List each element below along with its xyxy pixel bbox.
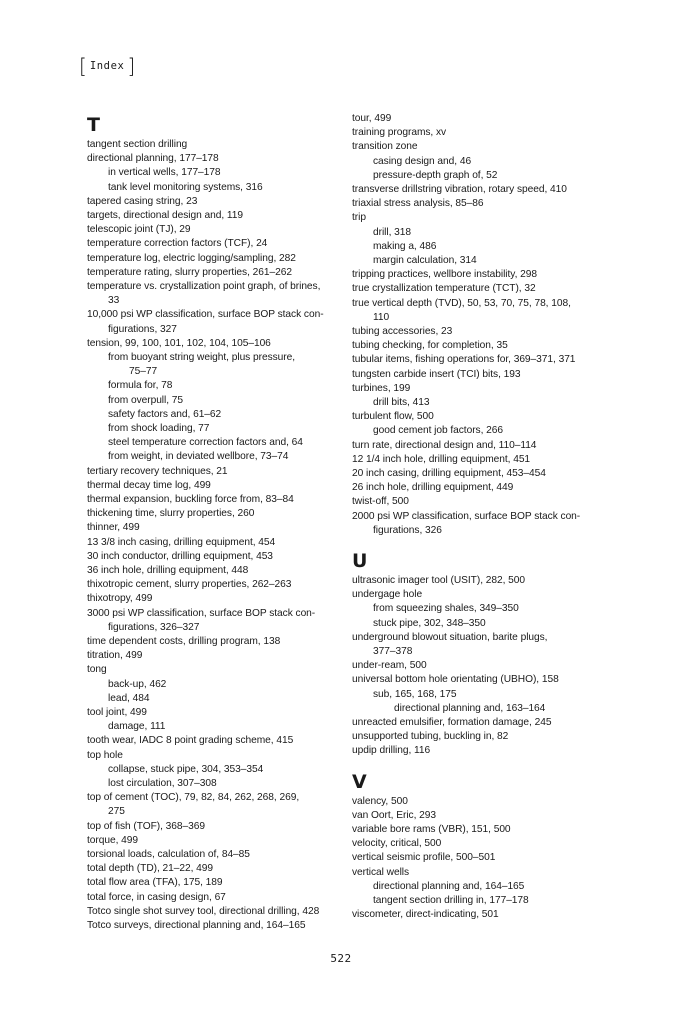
index-subentry: lead, 484 [108, 692, 150, 704]
index-entry: 3000 psi WP classification, surface BOP stack con- [87, 607, 316, 619]
index-subentry: directional planning and, 163–164 [394, 702, 546, 714]
index-subentry: 110 [373, 311, 390, 323]
index-entry: underground blowout situation, barite plugs, [352, 631, 548, 643]
index-entry: variable bore rams (VBR), 151, 500 [352, 824, 511, 835]
index-entry: tertiary recovery techniques, 21 [87, 465, 228, 477]
index-subentry: 75–77 [129, 366, 158, 378]
index-entry: total force, in casing design, 67 [87, 891, 226, 903]
index-entry: transverse drillstring vibration, rotary speed, 410 [352, 184, 567, 195]
index-subentry: steel temperature correction factors and, 64 [108, 437, 303, 449]
index-entry: unreacted emulsifier, formation damage, 245 [352, 717, 552, 728]
index-entry: temperature rating, slurry properties, 261–262 [87, 266, 292, 278]
index-entry: tripping practices, wellbore instability, 298 [352, 269, 537, 281]
index-entry: training programs, xv [352, 127, 447, 139]
page-number: 522 [330, 952, 352, 965]
index-subentry: drill, 318 [373, 226, 412, 238]
index-subentry: pressure-depth graph of, 52 [373, 169, 498, 181]
header-close-bracket: ] [127, 54, 136, 78]
index-subentry: safety factors and, 61–62 [108, 408, 222, 420]
index-entry: thermal decay time log, 499 [87, 479, 211, 491]
index-entry: thixotropic cement, slurry properties, 262–263 [87, 579, 292, 591]
index-entry: universal bottom hole orientating (UBHO), 158 [352, 674, 559, 686]
header-open-bracket: [ [79, 54, 87, 78]
index-entry: 10,000 psi WP classification, surface BOP stack con- [87, 309, 324, 321]
index-entry: updip drilling, 116 [352, 745, 431, 757]
index-entry: telescopic joint (TJ), 29 [87, 224, 191, 236]
index-entry: directional planning, 177–178 [87, 153, 219, 165]
index-entry: triaxial stress analysis, 85–86 [352, 198, 484, 210]
index-entry: tool joint, 499 [87, 707, 147, 718]
index-subentry: making a, 486 [373, 240, 437, 252]
index-entry: tooth wear, IADC 8 point grading scheme, 415 [87, 735, 294, 747]
index-entry: tangent section drilling [87, 139, 188, 150]
index-subentry: drill bits, 413 [373, 397, 430, 408]
index-entry: 26 inch hole, drilling equipment, 449 [352, 482, 514, 494]
index-entry: transition zone [352, 141, 418, 153]
index-entry: undergage hole [352, 589, 423, 601]
index-subentry: figurations, 326–327 [108, 621, 200, 633]
index-entry: tour, 499 [352, 113, 392, 124]
index-entry: thixotropy, 499 [87, 593, 153, 605]
index-subentry: in vertical wells, 177–178 [108, 167, 221, 179]
index-entry: true crystallization temperature (TCT), 32 [352, 283, 536, 295]
index-entry: turbines, 199 [352, 382, 411, 394]
index-subentry: figurations, 327 [108, 323, 177, 335]
index-entry: tubing checking, for completion, 35 [352, 340, 508, 352]
index-subentry: figurations, 326 [373, 524, 442, 536]
index-entry: top of fish (TOF), 368–369 [87, 820, 205, 832]
index-subentry: damage, 111 [108, 721, 166, 733]
index-subentry: sub, 165, 168, 175 [373, 688, 457, 700]
index-entry: twist-off, 500 [352, 496, 409, 508]
index-entry: tong [87, 664, 107, 676]
index-entry: torsional loads, calculation of, 84–85 [87, 849, 250, 860]
index-subentry: 377–378 [373, 646, 413, 657]
index-entry: under-ream, 500 [352, 660, 427, 672]
section-letter-u: U [352, 550, 368, 572]
index-entry: 36 inch hole, drilling equipment, 448 [87, 565, 249, 576]
section-letter-v: V [352, 770, 367, 793]
index-subentry: 275 [108, 806, 125, 818]
index-entry: torque, 499 [87, 834, 138, 846]
index-subentry: 33 [108, 295, 120, 307]
index-entry: top of cement (TOC), 79, 82, 84, 262, 268, 269, [87, 792, 300, 804]
index-subentry: from overpull, 75 [108, 394, 184, 406]
index-entry: vertical wells [352, 866, 410, 878]
running-header [79, 54, 135, 78]
index-entry: Totco single shot survey tool, directional drilling, 428 [87, 905, 320, 917]
section-letter-t: T [87, 114, 100, 136]
index-subentry: stuck pipe, 302, 348–350 [373, 617, 486, 629]
index-entry: tapered casing string, 23 [87, 195, 198, 207]
index-subentry: collapse, stuck pipe, 304, 353–354 [108, 763, 264, 775]
index-entry: time dependent costs, drilling program, 138 [87, 636, 281, 647]
index-entry: unsupported tubing, buckling in, 82 [352, 731, 509, 743]
index-entry: 12 1/4 inch hole, drilling equipment, 451 [352, 453, 531, 465]
index-entry: thermal expansion, buckling force from, 83–84 [87, 494, 294, 505]
index-entry: trip [352, 212, 366, 224]
index-entry: total flow area (TFA), 175, 189 [87, 877, 223, 889]
index-entry: temperature log, electric logging/sampling, 282 [87, 252, 296, 264]
index-entry: tubing accessories, 23 [352, 326, 453, 337]
index-entry: tungsten carbide insert (TCI) bits, 193 [352, 368, 521, 380]
index-subentry: formula for, 78 [108, 380, 173, 392]
index-subentry: good cement job factors, 266 [373, 425, 503, 437]
index-subentry: margin calculation, 314 [373, 255, 477, 266]
index-subentry: from weight, in deviated wellbore, 73–74 [108, 451, 289, 463]
index-entry: 13 3/8 inch casing, drilling equipment, 454 [87, 536, 276, 548]
index-entry: tension, 99, 100, 101, 102, 104, 105–106 [87, 337, 271, 349]
index-subentry: tangent section drilling in, 177–178 [373, 895, 529, 906]
index-entry: viscometer, direct-indicating, 501 [352, 909, 499, 921]
index-entry: thinner, 499 [87, 522, 140, 534]
index-subentry: tank level monitoring systems, 316 [108, 181, 263, 193]
index-subentry: lost circulation, 307–308 [108, 778, 217, 789]
index-entry: turbulent flow, 500 [352, 411, 434, 423]
index-entry: thickening time, slurry properties, 260 [87, 508, 255, 520]
index-entry: temperature correction factors (TCF), 24 [87, 238, 268, 250]
index-entry: vertical seismic profile, 500–501 [352, 852, 496, 864]
index-entry: turn rate, directional design and, 110–114 [352, 439, 537, 451]
index-entry: Totco surveys, directional planning and, 164–165 [87, 920, 306, 931]
index-entry: total depth (TD), 21–22, 499 [87, 863, 214, 875]
index-entry: 30 inch conductor, drilling equipment, 453 [87, 550, 273, 562]
index-entry: van Oort, Eric, 293 [352, 809, 436, 821]
index-subentry: from squeezing shales, 349–350 [373, 603, 519, 615]
index-subentry: from buoyant string weight, plus pressure, [108, 352, 296, 363]
index-subentry: casing design and, 46 [373, 155, 472, 167]
index-entry: targets, directional design and, 119 [87, 210, 244, 221]
index-entry: true vertical depth (TVD), 50, 53, 70, 75, 78, 108, [352, 297, 571, 309]
index-entry: temperature vs. crystallization point graph, of brines, [87, 281, 321, 292]
index-entry: ultrasonic imager tool (USIT), 282, 500 [352, 575, 526, 586]
header-label: Index [89, 60, 125, 72]
index-entry: valency, 500 [352, 795, 408, 807]
index-entry: 20 inch casing, drilling equipment, 453–454 [352, 468, 546, 479]
index-entry: titration, 499 [87, 650, 143, 662]
index-entry: 2000 psi WP classification, surface BOP stack con- [352, 510, 581, 522]
index-subentry: from shock loading, 77 [108, 423, 210, 434]
index-entry: tubular items, fishing operations for, 369–371, 371 [352, 354, 576, 366]
index-entry: velocity, critical, 500 [352, 838, 442, 850]
index-entry: top hole [87, 749, 123, 761]
index-subentry: back-up, 462 [108, 678, 167, 690]
index-subentry: directional planning and, 164–165 [373, 880, 525, 892]
